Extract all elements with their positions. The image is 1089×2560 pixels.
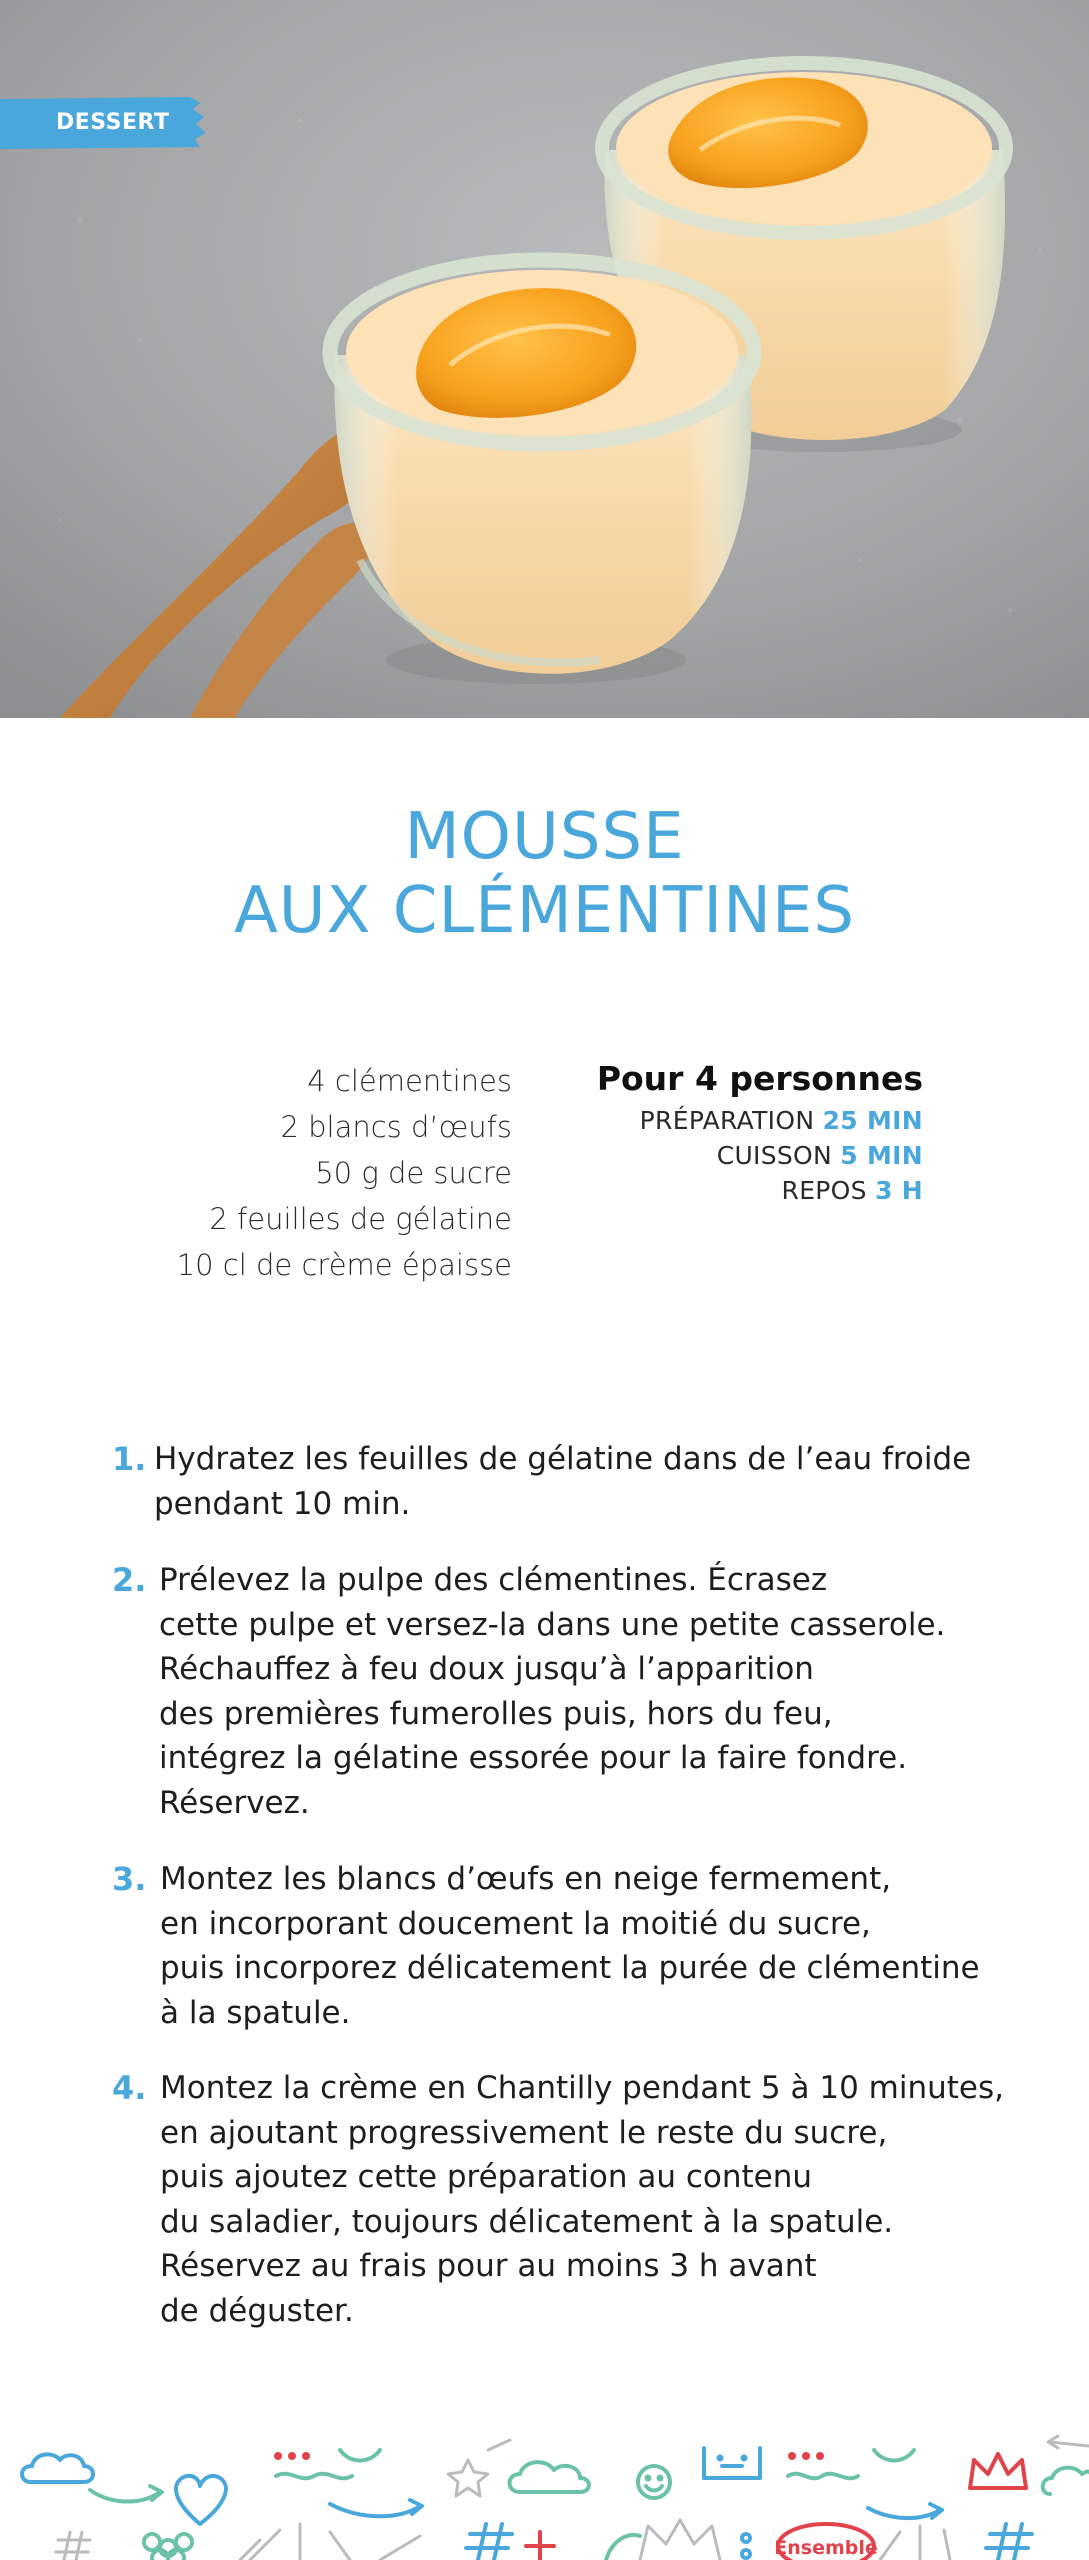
step-number: 2. [112,1561,147,1599]
heart-icon [176,2476,226,2524]
meta-cuisson [597,1138,923,1173]
burst-icon [240,2524,420,2560]
meta-value: 25 MIN [822,1106,923,1135]
arrow-icon [606,2535,640,2560]
hashtag-icon [986,2524,1032,2560]
step-number: 4. [112,2069,147,2107]
step-number: 1. [112,1440,147,1478]
ingredient-item: 2 blancs d’œufs [280,1110,512,1144]
wave-icon [788,2474,858,2479]
servings: Pour 4 personnes [596,1059,923,1098]
step-text: Hydratez les feuilles de gélatine dans de l’eau froide pendant 10 min. [154,1441,972,1522]
arrow-icon [90,2486,162,2502]
hashtag-icon [56,2532,90,2560]
step-text: Prélevez la pulpe des clémentines. Écrasez cette pulpe et versez-la dans une petite casserole. Réchauffez à feu doux jusqu’à l’apparition des premières fumerolles puis, hors du feu, intégrez la gélatine essorée pour la faire fondre. Réservez. [159,1562,946,1821]
ingredient-item: 2 feuilles de gélatine [209,1202,512,1236]
star-icon [448,2440,510,2496]
meta-repos [597,1173,923,1208]
recipe-meta [597,1055,923,1208]
footer-doodles [0,2420,1089,2560]
step-text: Montez les blancs d’œufs en neige fermement, en incorporant doucement la moitié du sucre, puis incorporez délicatement la purée de clémentine à la spatule. [160,1861,980,2031]
meta-label: PRÉPARATION [639,1106,815,1135]
cloud-icon [510,2462,590,2492]
recipe-title-line-1: MOUSSE [404,800,685,874]
arrow-icon [868,2504,942,2518]
ingredient-item: 50 g de sucre [315,1156,512,1190]
ingredients-list [177,1058,512,1288]
meta-value: 5 MIN [840,1141,923,1170]
recipe-title-line-2: AUX CLÉMENTINES [233,874,856,948]
meta-label: REPOS [781,1176,867,1205]
burst-icon [880,2526,950,2560]
flower-icon [144,2534,192,2560]
meta-label: CUISSON [716,1141,833,1170]
meta-preparation [597,1103,923,1138]
hashtag-icon [466,2524,512,2560]
recipe-title [0,800,1089,948]
crown-icon [640,2520,720,2560]
dots-icon [742,2534,750,2558]
step-text: Montez la crème en Chantilly pendant 5 à 10 minutes, en ajoutant progressivement le reste du sucre, puis ajoutez cette préparation au contenu du saladier, toujours délicatement à la spatule. Réservez au frais pour au moins 3 h avant de déguster. [160,2070,1004,2329]
ingredient-item: 4 clémentines [307,1064,512,1098]
category-label: DESSERT [56,110,170,135]
step-number: 3. [112,1860,147,1898]
arrow-icon [1048,2436,1089,2448]
smiley-icon [638,2466,670,2498]
brand-logo-icon [774,2524,878,2560]
cloud-icon [1043,2468,1089,2494]
arrow-icon [330,2500,422,2516]
crown-icon [970,2454,1026,2488]
category-badge [0,97,206,149]
meta-value: 3 H [875,1176,923,1205]
square-face-icon [704,2448,760,2478]
cloud-icon [22,2454,93,2482]
ingredient-item: 10 cl de crème épaisse [176,1248,512,1282]
plus-icon [526,2532,554,2560]
brand-logo-text: Ensemble [774,2537,878,2559]
